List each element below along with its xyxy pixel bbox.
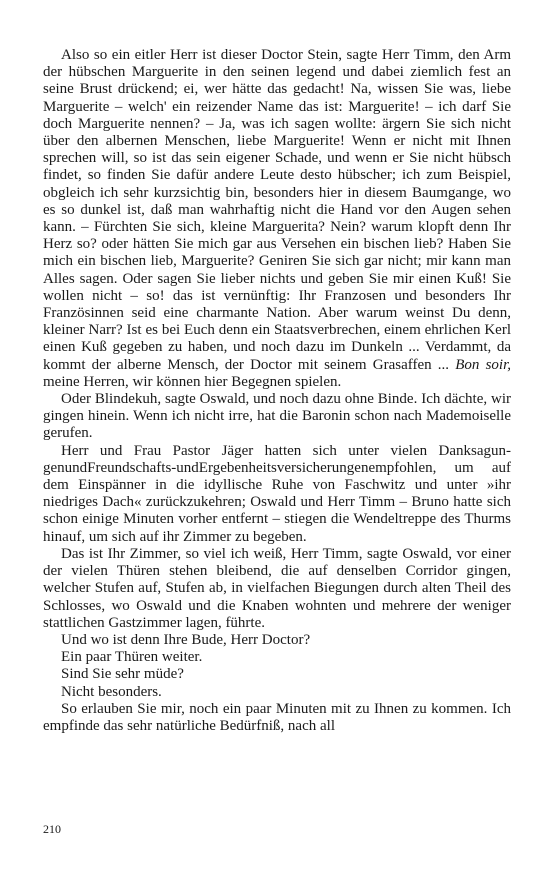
paragraph-6: Ein paar Thüren weiter. xyxy=(61,649,203,666)
paragraph-7: Sind Sie sehr müde? xyxy=(61,666,184,683)
body-text xyxy=(43,47,511,735)
italic-phrase: Bon soir, xyxy=(455,356,512,373)
paragraph-9: So erlauben Sie mir, noch ein paar Minuten mit zu Ihnen zu kommen. Ich empfinde das sehr natürliche Bedürfniß, nach all xyxy=(43,700,511,734)
page-number: 210 xyxy=(43,822,61,836)
paragraph-3: Herr und Frau Pastor Jäger hatten sich unter vielen DanksagungenundFreundschafts-undErgebenheitsversicherungenempfohlen, um auf dem Einspänner in die idyllische Ruhe von Faschwitz und unter »ihr niedriges Dach« zurückzukehren; Oswald und Herr Timm – Bruno hatte sich schon einige Minuten vorher entfernt – stiegen die Wendeltreppe des Thurms hinauf, um sich auf ihr Zimmer zu begeben. xyxy=(43,442,511,545)
paragraph-1: Also so ein eitler Herr ist dieser Doctor Stein, sagte Herr Timm, den Arm der hübschen Marguerite in den seinen legend und dabei ziemlich fest an seine Brust drückend; ei, wer hätte das gedacht! Na, wissen Sie was, liebe Marguerite – welch' ein reizender Name das ist: Marguerite! – ich darf Sie doch Marguerite nennen? – Ja, was ich sagen wollte: ärgern Sie sich nicht über den albernen Menschen, liebe Marguerite! Wenn er nicht mit Ihnen sprechen will, so ist das sein eigener Schade, und wenn er Sie nicht hübsch findet, so finden Sie dafür andere Leute desto hübscher; ich zum Beispiel, obgleich ich sehr kurzsichtig bin, besonders hier in diesem Baumgange, wo es so dunkel ist, daß man wahrhaftig nicht die Hand vor den Augen sehen kann. – Fürchten Sie sich, kleine Marguerita? Nein? warum klopft denn Ihr Herz so? oder hätten Sie mich gar aus Versehen ein bischen lieb? Haben Sie mich ein bischen lieb, Marguerite? Geniren Sie sich gar nicht; mir kann man Alles sagen. Oder sagen Sie lieber nichts und geben Sie mir einen Kuß! Sie wollen nicht – so! das ist vernünftig: Ihr Franzosen und besonders Ihr Französinnen seid eine charmante Nation. Aber warum weinst Du denn, kleiner Narr? Ist es bei Euch denn ein Staatsverbrechen, einem ehrlichen Kerl einen Kuß gegeben zu haben, und noch dazu im Dunkeln ... Verdammt, da kommt der alberne Mensch, der Doctor mit seinem Grasaffen ... Bon soir, meine Herren, wir können hier Begegnen spielen. xyxy=(43,47,512,390)
paragraph-4: Das ist Ihr Zimmer, so viel ich weiß, Herr Timm, sagte Oswald, vor einer der vielen Thüren stehen bleibend, die auf denselben Corridor gingen, welcher Stufen auf, Stufen ab, in vielfachen Biegungen durch alten Theil des Schlosses, wo Oswald und die Knaben wohnten und mehrere der weniger stattlichen Gastzimmer lagen, führte. xyxy=(43,545,511,631)
paragraph-8: Nicht besonders. xyxy=(61,683,162,700)
paragraph-2: Oder Blindekuh, sagte Oswald, und noch dazu ohne Binde. Ich dächte, wir gingen hinein. Wenn ich nicht irre, hat die Baronin schon nach Mademoiselle gerufen. xyxy=(43,391,511,442)
paragraph-5: Und wo ist denn Ihre Bude, Herr Doctor? xyxy=(61,631,311,648)
